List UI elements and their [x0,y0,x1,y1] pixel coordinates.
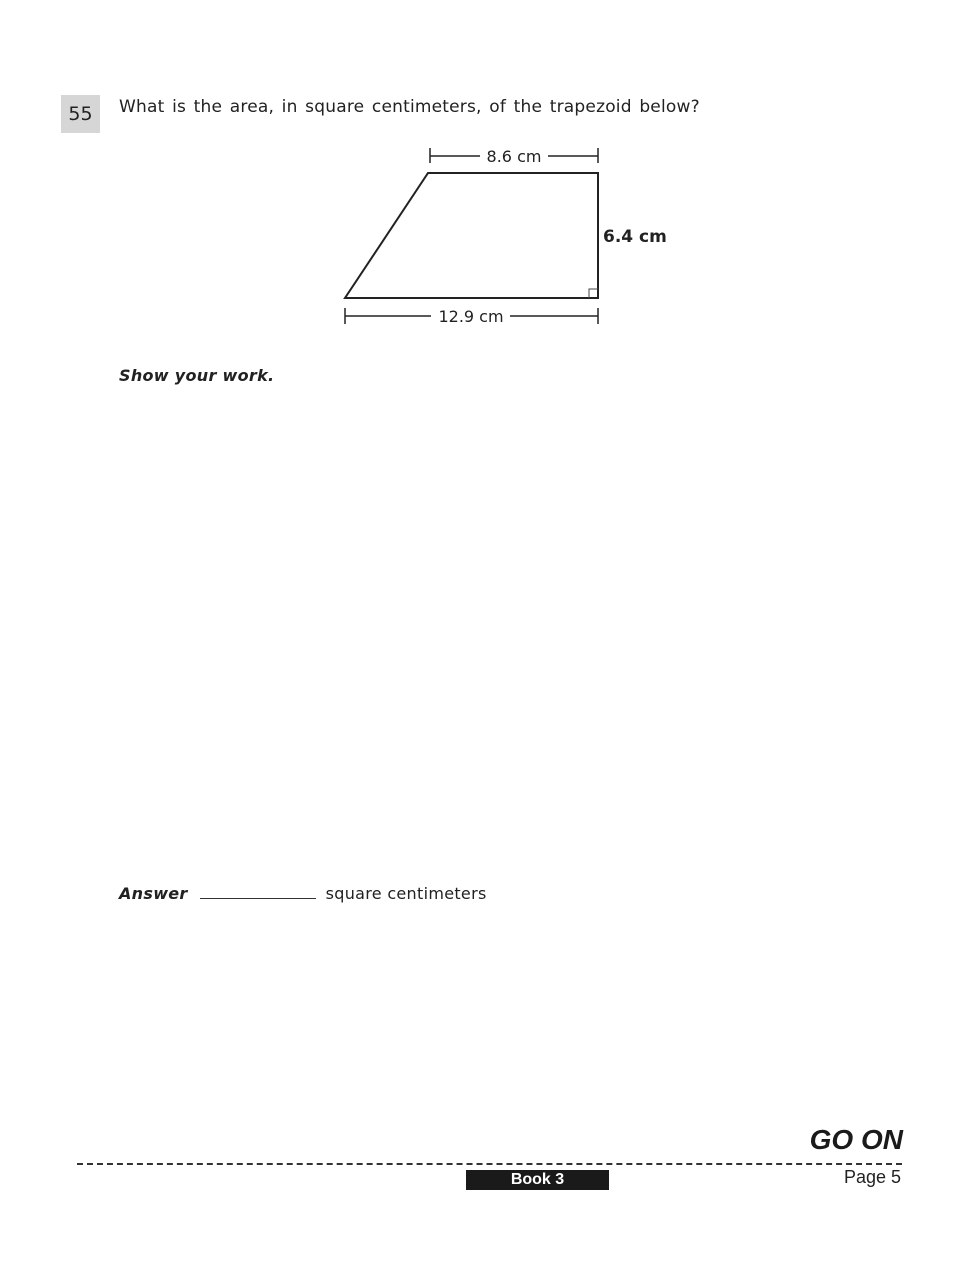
go-on-label: GO ON [809,1124,903,1155]
page-number: Page 5 [843,1167,901,1187]
top-base-label: 8.6 cm [486,147,542,166]
question-text: What is the area, in square centimeters, of the trapezoid below? [119,97,700,117]
answer-label: Answer [119,884,188,903]
trapezoid-shape [345,173,598,298]
answer-row [119,884,487,903]
book-badge: Book 3 [466,1170,609,1190]
answer-unit: square centimeters [325,884,487,903]
right-angle-marker [589,289,598,298]
bottom-base-label: 12.9 cm [438,307,504,326]
question-number: 55 [61,95,100,133]
height-label: 6.4 cm [603,227,667,247]
answer-blank[interactable] [200,884,316,899]
show-work-instruction: Show your work. [119,366,275,385]
footer-divider [77,1163,902,1165]
